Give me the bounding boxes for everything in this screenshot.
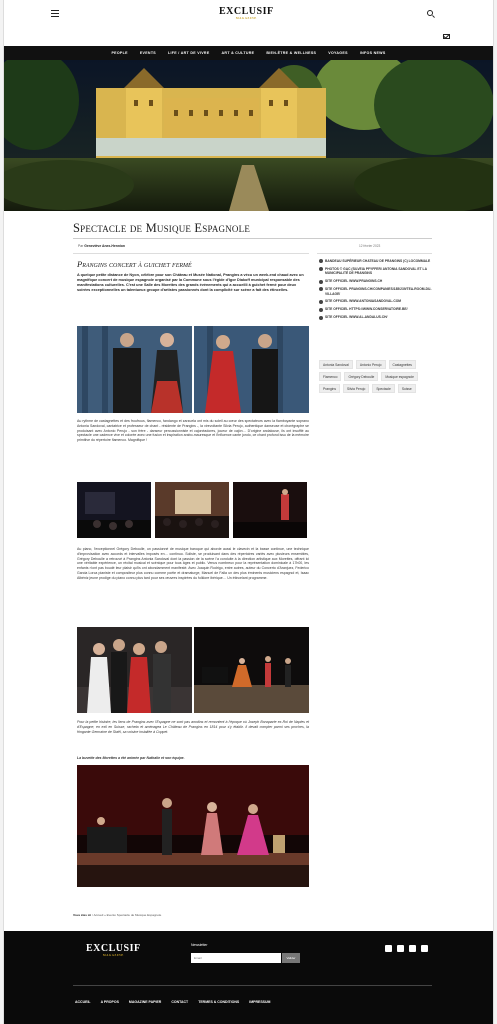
- twitter-icon[interactable]: [397, 945, 404, 952]
- breadcrumb-label: Vous êtes ici :: [73, 913, 93, 917]
- social-links: [385, 945, 428, 952]
- divider: [317, 238, 432, 239]
- sidebar-link: BANDEAU SUPÉRIEUR CHATEAU DE PRANGINS (C) LOCOMMALE: [319, 259, 432, 263]
- tag[interactable]: Musique espagnole: [381, 372, 418, 381]
- photo-concert-3: [233, 482, 307, 538]
- footer-link-a-propos[interactable]: A PROPOS: [100, 1000, 119, 1004]
- article-date: 12 février 2023: [359, 244, 381, 248]
- globe-icon: [319, 308, 323, 312]
- linkedin-icon[interactable]: [421, 945, 428, 952]
- sidebar-links: [319, 259, 432, 323]
- footer-link-terms[interactable]: TERMES & CONDITIONS: [198, 1000, 240, 1004]
- mail-icon[interactable]: [443, 34, 450, 39]
- logo-text: EXCLUSIF: [219, 6, 274, 17]
- photo-concert-2: [155, 482, 229, 538]
- tag[interactable]: Silvia Perujo: [343, 384, 369, 393]
- search-icon[interactable]: [427, 10, 433, 16]
- tag[interactable]: Spectacle: [372, 384, 394, 393]
- footer-logo-subtitle: MAGAZINE: [102, 953, 124, 957]
- byline-prefix: Par: [78, 244, 84, 248]
- photo-stage-wide: [77, 765, 309, 887]
- paragraph-1: Au rythme de castagnettes et des froufrous, flamenco, fandango et zarzuela ont mis du soleil au cœur des spectateurs avec la flamboyante soprano Antonia Sandoval, cantatrice et professeur de chant - résidente de Prangins -, la virevoltante Silvia Perujo, authentique danseuse et chorégraphe se produisant avec Antonio Perujo - son frère - danseur percussionniste et cajonéadores, joueur de cajón… D'origine andalouse, ils ont insufflé au spectacle une cadence vive et colorée avec une fusion et inspiration arabo-mauresque et l'influence cante jondo, ce chant profond issu de la mémoire primitive du répertoire flamenco. Magnifique !: [77, 419, 310, 443]
- byline-author[interactable]: Geneviève Anex-Hennion: [84, 244, 125, 248]
- paragraph-2: Au piano, l'exceptionnel Grégory Deboulle, un passionné de musique baroque qui aborde aussi le clavecin et la basse continue, une technique d'improvisation avec accords et intervalles imposés en… continuo. Soliste, se produisant dans des répertoires variés avec plusieurs ensembles, Grégory Deboulle a retrouvé à Prangins Antonia Sandoval dont la passion de la scène l'a conduite à la direction artistique aux Morettes, offrant ici une véritable expérience, un récital musical et scénique pour tous âges et public. Venus nombreux pour la représentation dominicale à 17h00, les enfants n'ont pas boudé leur plaisir qu'ils ont abondamment manifesté. Avec Joaquin Rodrigo, entre autres, auteur du Concerto d'Aranjuez, Federico Garcia Lorca pianiste et compositeur plus connu comme poète et dramaturge, Manuel de Falla un des plus éminents musiciens espagnol et, Isaac Albéniz jeune prodige du piano connu plus tard pour ses œuvres inspirées du folklore ibérique… Un étincelant programme.: [77, 547, 309, 580]
- nav-item-wellness[interactable]: BIEN-ÊTRE & WELLNESS: [266, 51, 317, 55]
- sidebar-link[interactable]: SITE OFFICIEL WWW.AL-ANDALUS.CH/: [319, 315, 432, 319]
- sidebar-link: PHOTOS © GAC (SILVEIA PFYFFER/ ANTONIA SANDOVAL ET LA MUNICIPALITÉ DE PRANGINS: [319, 267, 432, 276]
- footer: [4, 931, 493, 1024]
- camera-icon: [319, 259, 323, 263]
- globe-icon: [319, 287, 323, 291]
- footer-link-impressum[interactable]: IMPRESSUM: [249, 1000, 271, 1004]
- tag[interactable]: Antonia Sandoval: [319, 360, 353, 369]
- logo-subtitle: MAGAZINE: [235, 16, 257, 20]
- globe-icon: [319, 280, 323, 284]
- footer-nav: [75, 1000, 270, 1004]
- breadcrumb: [73, 913, 161, 917]
- footer-link-accueil[interactable]: ACCUEIL: [75, 1000, 91, 1004]
- footer-link-contact[interactable]: CONTACT: [171, 1000, 189, 1004]
- instagram-icon[interactable]: [409, 945, 416, 952]
- menu-icon[interactable]: [51, 10, 59, 16]
- breadcrumb-path[interactable]: Accueil » Evento Spectacle de Musique Espagnole: [93, 913, 162, 917]
- nav-item-art-culture[interactable]: ART & CULTURE: [221, 51, 255, 55]
- byline: [78, 244, 125, 248]
- article-lead: A quelque petite distance de Nyon, célèbre pour son Château et Musée National, Prangins a vécu un week-end chaud avec un magnifique concert de musique espagnole organisé par la Commune sous l'égide d'Igor Diakoff municipal responsable des manifestations culturelles. C'est une Salle des Morettes des grands évènements qui a accueilli à guichet fermé pour deux soirées exceptionnelles un talentueux groupe d'artistes passionnés dont la complicité sur scène a fait des étincelles.: [77, 273, 304, 292]
- tag[interactable]: Prangins: [319, 384, 340, 393]
- sidebar-link[interactable]: SITE OFFICIEL HTTPS://WWW.CONSERVATOIRE.BE/: [319, 307, 432, 311]
- paragraph-4: La buvette des Morettes a été animée par Nathalie et son équipe.: [77, 756, 185, 760]
- paragraph-3: Pour la petite histoire, les liens de Prangins avec l'Espagne ne sont pas anodins et remontent à l'époque où Joseph Bonaparte ex-Roi de Naples et d'Espagne, en exil en Suisse, racheta et aménagea Le Château de Prangins en 1814 pour s'y établir. Il devait compter parmi ses proches, la fringante Germaine de Staël, sa voisine installée à Coppet.: [77, 720, 309, 734]
- divider: [317, 253, 432, 254]
- tag[interactable]: Castagnettes: [389, 360, 416, 369]
- nav-item-news[interactable]: INFOS NEWS: [359, 51, 386, 55]
- photo-stage-show: [194, 627, 309, 713]
- top-header: [4, 0, 493, 46]
- tag[interactable]: Suisse: [398, 384, 416, 393]
- newsletter-submit-button[interactable]: Valider: [282, 953, 300, 963]
- divider: [73, 985, 432, 986]
- article-subtitle: Prangins concert à guichet fermé: [77, 259, 192, 269]
- facebook-icon[interactable]: [385, 945, 392, 952]
- hero-image-chateau: [4, 60, 493, 211]
- sidebar-link[interactable]: SITE OFFICIEL WWW.PRANGINS.CH: [319, 279, 432, 283]
- photo-group-bow: [77, 627, 192, 713]
- article-title: Spectacle de Musique Espagnole: [73, 221, 251, 235]
- nav-item-life[interactable]: LIFE / ART DE VIVRE: [168, 51, 210, 55]
- site-logo[interactable]: [219, 6, 274, 20]
- camera-icon: [319, 267, 323, 271]
- footer-logo[interactable]: [86, 943, 141, 957]
- tag[interactable]: Antonio Perujo: [356, 360, 386, 369]
- main-nav: [4, 46, 493, 60]
- globe-icon: [319, 300, 323, 304]
- tag[interactable]: Flamenco: [319, 372, 341, 381]
- globe-icon: [319, 316, 323, 320]
- divider: [73, 253, 309, 254]
- nav-item-people[interactable]: PEOPLE: [111, 51, 128, 55]
- photo-artists: [77, 326, 309, 413]
- page: [3, 0, 494, 1024]
- nav-item-events[interactable]: EVENTS: [139, 51, 157, 55]
- footer-link-magazine[interactable]: MAGAZINE PAPIER: [128, 1000, 162, 1004]
- tag-cloud: [319, 360, 432, 393]
- newsletter-email-input[interactable]: [191, 953, 281, 963]
- sidebar-link[interactable]: SITE OFFICIEL PRANGINS.CH/COMPANIES/185/239/TEA-ROOM-DU-VILLAGE/: [319, 287, 432, 296]
- sidebar-link[interactable]: SITE OFFICIEL WWW.ANTONIASANDOVAL.COM: [319, 299, 432, 303]
- tag[interactable]: Grégory Deboulle: [344, 372, 378, 381]
- newsletter-label: Newsletter: [191, 943, 208, 947]
- photo-concert-1: [77, 482, 151, 538]
- nav-item-voyages[interactable]: VOYAGES: [328, 51, 348, 55]
- footer-logo-text: EXCLUSIF: [86, 943, 141, 954]
